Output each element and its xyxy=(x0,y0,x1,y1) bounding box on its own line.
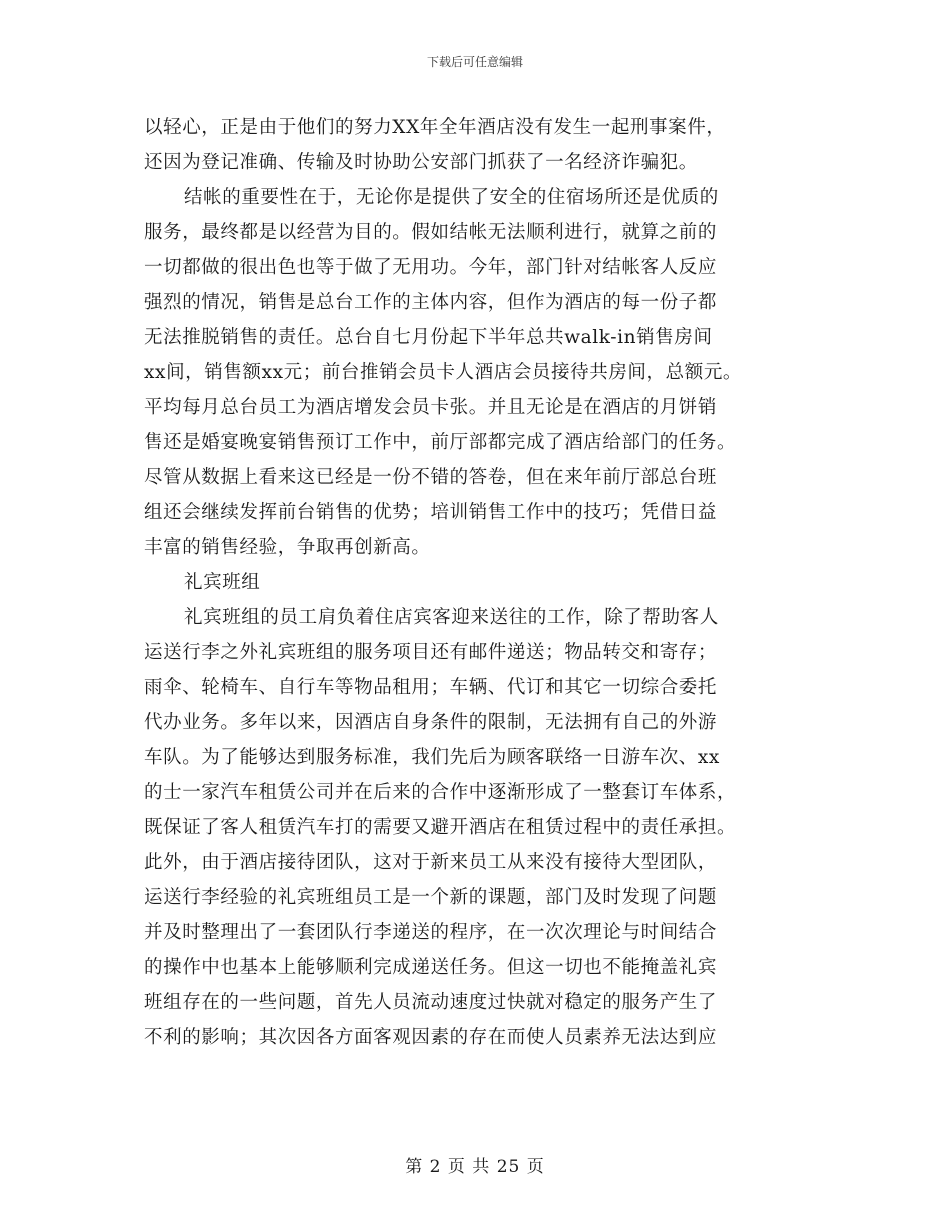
text-line: 还因为登记准确、传输及时协助公安部门抓获了一名经济诈骗犯。 xyxy=(144,152,698,173)
text-line: xx间，销售额xx元；前台推销会员卡人酒店会员接待共房间，总额元。 xyxy=(144,362,743,383)
text-line: 运送行李之外礼宾班组的服务项目还有邮件递送；物品转交和寄存； xyxy=(144,642,718,663)
text-line: 平均每月总台员工为酒店增发会员卡张。并且无论是在酒店的月饼销 xyxy=(144,397,718,418)
page-footer: 第 2 页 共 25 页 xyxy=(405,1157,545,1177)
text-line: 无法推脱销售的责任。总台自七月份起下半年总共walk-in销售房间 xyxy=(144,327,713,348)
text-line: 售还是婚宴晚宴销售预订工作中，前厅部都完成了酒店给部门的任务。 xyxy=(144,432,737,453)
text-line: 并及时整理出了一套团队行李递送的程序，在一次次理论与时间结合 xyxy=(144,922,718,943)
text-line: 此外，由于酒店接待团队，这对于新来员工从来没有接待大型团队， xyxy=(144,852,718,873)
text-line: 不利的影响；其次因各方面客观因素的存在而使人员素养无法达到应 xyxy=(144,1027,718,1048)
text-line: 强烈的情况，销售是总台工作的主体内容，但作为酒店的每一份子都 xyxy=(144,292,718,313)
text-line: 以轻心，正是由于他们的努力XX年全年酒店没有发生一起刑事案件， xyxy=(144,117,726,138)
text-line: 的士一家汽车租赁公司并在后来的合作中逐渐形成了一整套订车体系， xyxy=(144,782,737,803)
text-line: 运送行李经验的礼宾班组员工是一个新的课题，部门及时发现了问题 xyxy=(144,887,718,908)
text-line: 礼宾班组的员工肩负着住店宾客迎来送往的工作，除了帮助客人 xyxy=(184,607,719,628)
text-line: 丰富的销售经验，争取再创新高。 xyxy=(144,537,431,558)
text-line: 组还会继续发挥前台销售的优势；培训销售工作中的技巧；凭借日益 xyxy=(144,502,718,523)
page-header: 下载后可任意编辑 xyxy=(426,55,523,69)
body-text xyxy=(144,110,814,1055)
text-line: 的操作中也基本上能够顺利完成递送任务。但这一切也不能掩盖礼宾 xyxy=(144,957,718,978)
text-line: 既保证了客人租赁汽车打的需要又避开酒店在租赁过程中的责任承担。 xyxy=(144,817,737,838)
text-line: 代办业务。多年以来，因酒店自身条件的限制，无法拥有自己的外游 xyxy=(144,712,718,733)
text-line: 结帐的重要性在于，无论你是提供了安全的住宿场所还是优质的 xyxy=(184,187,719,208)
text-line: 班组存在的一些问题，首先人员流动速度过快就对稳定的服务产生了 xyxy=(144,992,718,1013)
text-line: 雨伞、轮椅车、自行车等物品租用；车辆、代订和其它一切综合委托 xyxy=(144,677,718,698)
text-line: 礼宾班组 xyxy=(184,572,261,593)
text-line: 一切都做的很出色也等于做了无用功。今年，部门针对结帐客人反应 xyxy=(144,257,718,278)
text-line: 服务，最终都是以经营为目的。假如结帐无法顺利进行，就算之前的 xyxy=(144,222,718,243)
text-line: 车队。为了能够达到服务标准，我们先后为顾客联络一日游车次、xx xyxy=(144,747,720,768)
text-line: 尽管从数据上看来这已经是一份不错的答卷，但在来年前厅部总台班 xyxy=(144,467,718,488)
